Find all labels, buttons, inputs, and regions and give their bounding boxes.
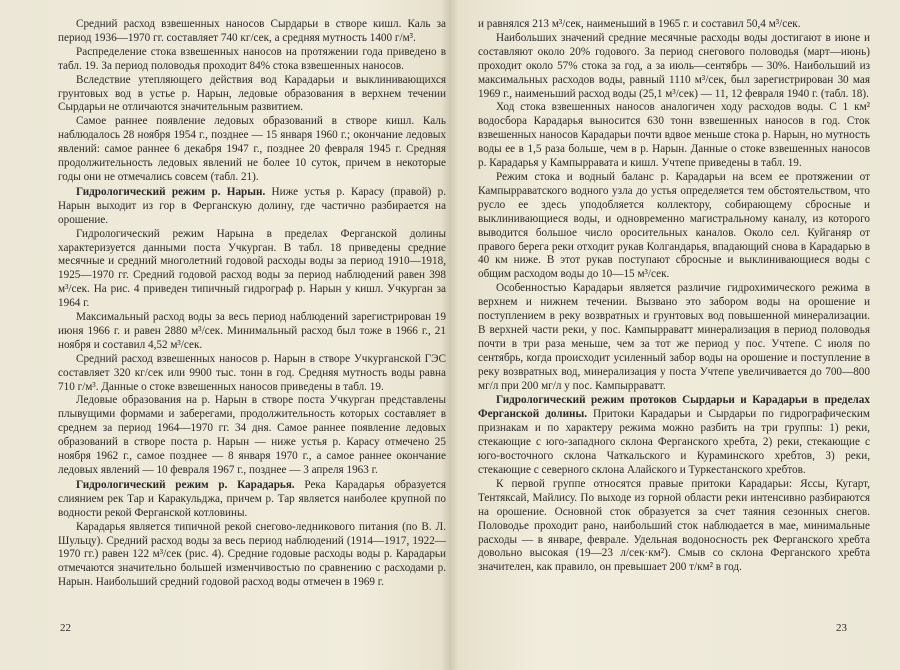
paragraph: Карадарья является типичной рекой снегово-ледникового питания (по В. Л. Шульцу). Средний расход воды за весь период наблюдений (1914—1917, 1922—1970 гг.) равен 122 м³/сек (рис. 4). Средние годовые расходы воды р. Карадарьи отмечаются значительно большей изменчивостью по сравнению с расходами р. Нарын. Наибольший средний годовой расход воды отмечен в 1969 г. bbox=[58, 520, 446, 589]
section-heading-channels: Гидрологический режим протоков Сырдарьи и Карадарьи в пределах Ферганской долины. bbox=[478, 394, 870, 421]
paragraph: Ход стока взвешенных наносов аналогичен ходу расходов воды. С 1 км² водосбора Карадарья выносится 630 тонн взвешенных наносов в год. Сток взвешенных наносов Карадарьи почти вдвое меньше стока р. Нарын, но мутность воды ее в 1,5 раза больше, чем в р. Нарын. Данные о стоке взвешенных наносов р. Карадарья у Кампырравата и кишл. Учтепе приведены в табл. 19. bbox=[478, 101, 870, 170]
paragraph: Максимальный расход воды за весь период наблюдений зарегистрирован 19 июня 1966 г. и равен 2880 м³/сек. Минимальный расход был тоже в 1966 г., 21 ноября и составил 4,52 м³/сек. bbox=[58, 311, 446, 351]
paragraph: Самое раннее появление ледовых образований в створе кишл. Каль наблюдалось 28 ноября 1954 г., позднее — 15 января 1960 г.; окончание ледовых явлений: самое раннее 6 декабря 1947 г., позднее 20 февраля 1945 г. Средняя продолжительность ледовых явлений не более 10 суток, причем в некоторые годы они не отмечались совсем (табл. 21). bbox=[58, 115, 446, 183]
paragraph: Ледовые образования на р. Нарын в створе поста Учкурган представлены плывущими формами и заберегами, продолжительность которых составляет в среднем за период 1964—1970 гг. 34 дня. Самое раннее появление ледовых образований в створе поста р. Нарын — ниже устья р. Карасу отмечено 25 ноября 1962 г., самое позднее — 8 января 1970 г., а самое раннее окончание ледовых явлений — 10 февраля 1967 г., позднее — 3 апреля 1963 г. bbox=[58, 394, 446, 476]
paragraph: Средний расход взвешенных наносов Сырдарьи в створе кишл. Каль за период 1936—1970 гг. составляет 740 кг/сек, а средняя мутность 1400 г/м³. bbox=[58, 18, 446, 44]
paragraph: Гидрологический режим Нарына в пределах Ферганской долины характеризуется данными поста Учкурган. В табл. 18 приведены средние месячные и средний многолетний годовой расходы воды за период 1910—1918, 1925—1970 гг. Средний годовой расход воды за период наблюдений равен 398 м³/сек. На рис. 4 приведен типичный гидрограф р. Нарын у кишл. Учкурган за 1964 г. bbox=[58, 227, 446, 310]
page-number-left: 22 bbox=[60, 622, 71, 634]
paragraph: К первой группе относятся правые притоки Карадарьи: Яссы, Кугарт, Тентяксай, Майлису. По выходе из горной области реки интенсивно разбираются на орошение. Основной сток образуется за счет таяния сезонных снегов. Половодье проходит рано, наибольший сток наблюдается в мае, минимальные расходы — в январе, феврале. Удельная водоносность рек Ферганского хребта довольно высокая (19—23 л/сек·км²). Смыв со склона Ферганского хребта значителен, как правило, он превышает 200 т/км² в год. bbox=[478, 477, 870, 574]
paragraph: Наибольших значений средние месячные расходы воды достигают в июне и составляют около 20% годового. За период снегового половодья (март—июнь) проходит около 57% стока за год, а за июль—сентябрь — 30%. Наибольший из максимальных расходов воды, равный 1110 м³/сек, был зарегистрирован 30 мая 1969 г., наименьший расход воды (25,1 м³/сек) — 11, 12 февраля 1940 г. (табл. 18). bbox=[478, 31, 870, 100]
right-page bbox=[478, 18, 870, 658]
naryn-section bbox=[58, 186, 446, 228]
channels-section bbox=[478, 394, 870, 477]
paragraph-text: Притоки Карадарьи и Сырдарьи по гидрографическим признакам и по характеру режима можно разбить на три группы: 1) реки, стекающие с юго-западного склона Ферганского хребта, 2) реки, стекающие с юго-восточного склона Чаткальского и Кураминского хребтов, 3) реки, стекающие с северного склона Алайского и Туркестанского хребтов. bbox=[478, 408, 871, 476]
paragraph-text: Ниже устья р. Карасу (правой) р. Нарын выходит из гор в Ферганскую долину, где частично разбирается на орошение. bbox=[58, 185, 446, 226]
section-heading-karadarya: Гидрологический режим р. Карадарья. bbox=[76, 478, 295, 491]
paragraph: Распределение стока взвешенных наносов на протяжении года приведено в табл. 19. За период половодья проходит 84% стока взвешенных наносов. bbox=[58, 45, 446, 72]
paragraph-continuation: и равнялся 213 м³/сек, наименьший в 1965 г. и составил 50,4 м³/сек. bbox=[478, 18, 801, 30]
left-page bbox=[58, 18, 446, 658]
paragraph: Режим стока и водный баланс р. Карадарьи на всем ее протяжении от Кампырраватского водного узла до устья определяется тем обстоятельством, что русло ее здесь уподобляется коллектору, собирающему сбросные и выклинивающиеся воды, и одновременно магистральному каналу, из которого выводится большое число оросительных каналов. Около сел. Куйганяр от правого берега реки отходит рукав Колгандарья, впадающий снова в Карадарью в 40 км ниже. В этот рукав поступают сбросные и выклинивающиеся воды с общим расходом воды до 10—15 м³/сек. bbox=[478, 170, 870, 281]
paragraph: Особенностью Карадарьи является различие гидрохимического режима в верхнем и нижнем течении. Вызвано это забором воды на орошение и поступлением в реку возвратных и грунтовых вод повышенной минерализации. В верхней части реки, у пос. Кампырраватт минерализация в период половодья почти в три раза меньше, чем за тот же период у пос. Учтепе. С июля по сентябрь, когда происходит усиленный забор воды на орошение и поступление в реку возвратных вод, минерализация у поста Учтепе увеличивается до 700—800 мг/л при 200 мг/л у пос. Кампырраватт. bbox=[478, 282, 870, 392]
section-heading-naryn: Гидрологический режим р. Нарын. bbox=[76, 185, 266, 198]
paragraph: Вследствие утепляющего действия вод Карадарьи и выклинивающихся грунтовых вод в устье р. Нарын, ледовые образования в верхнем течении Сырдарьи не отличаются значительным развитием. bbox=[58, 73, 446, 114]
page-number-right: 23 bbox=[836, 622, 847, 634]
paragraph: Средний расход взвешенных наносов р. Нарын в створе Учкурганской ГЭС составляет 320 кг/сек или 9900 тыс. тонн в год. Средняя мутность воды равна 710 г/м³. Данные о стоке взвешенных наносов приведены в табл. 19. bbox=[58, 352, 446, 393]
karadarya-section bbox=[58, 479, 446, 521]
paragraph-text: Река Карадарья образуется слиянием рек Тар и Каракульджа, причем р. Тар является наиболее крупной по водности рекой Ферганской котловины. bbox=[58, 478, 446, 519]
